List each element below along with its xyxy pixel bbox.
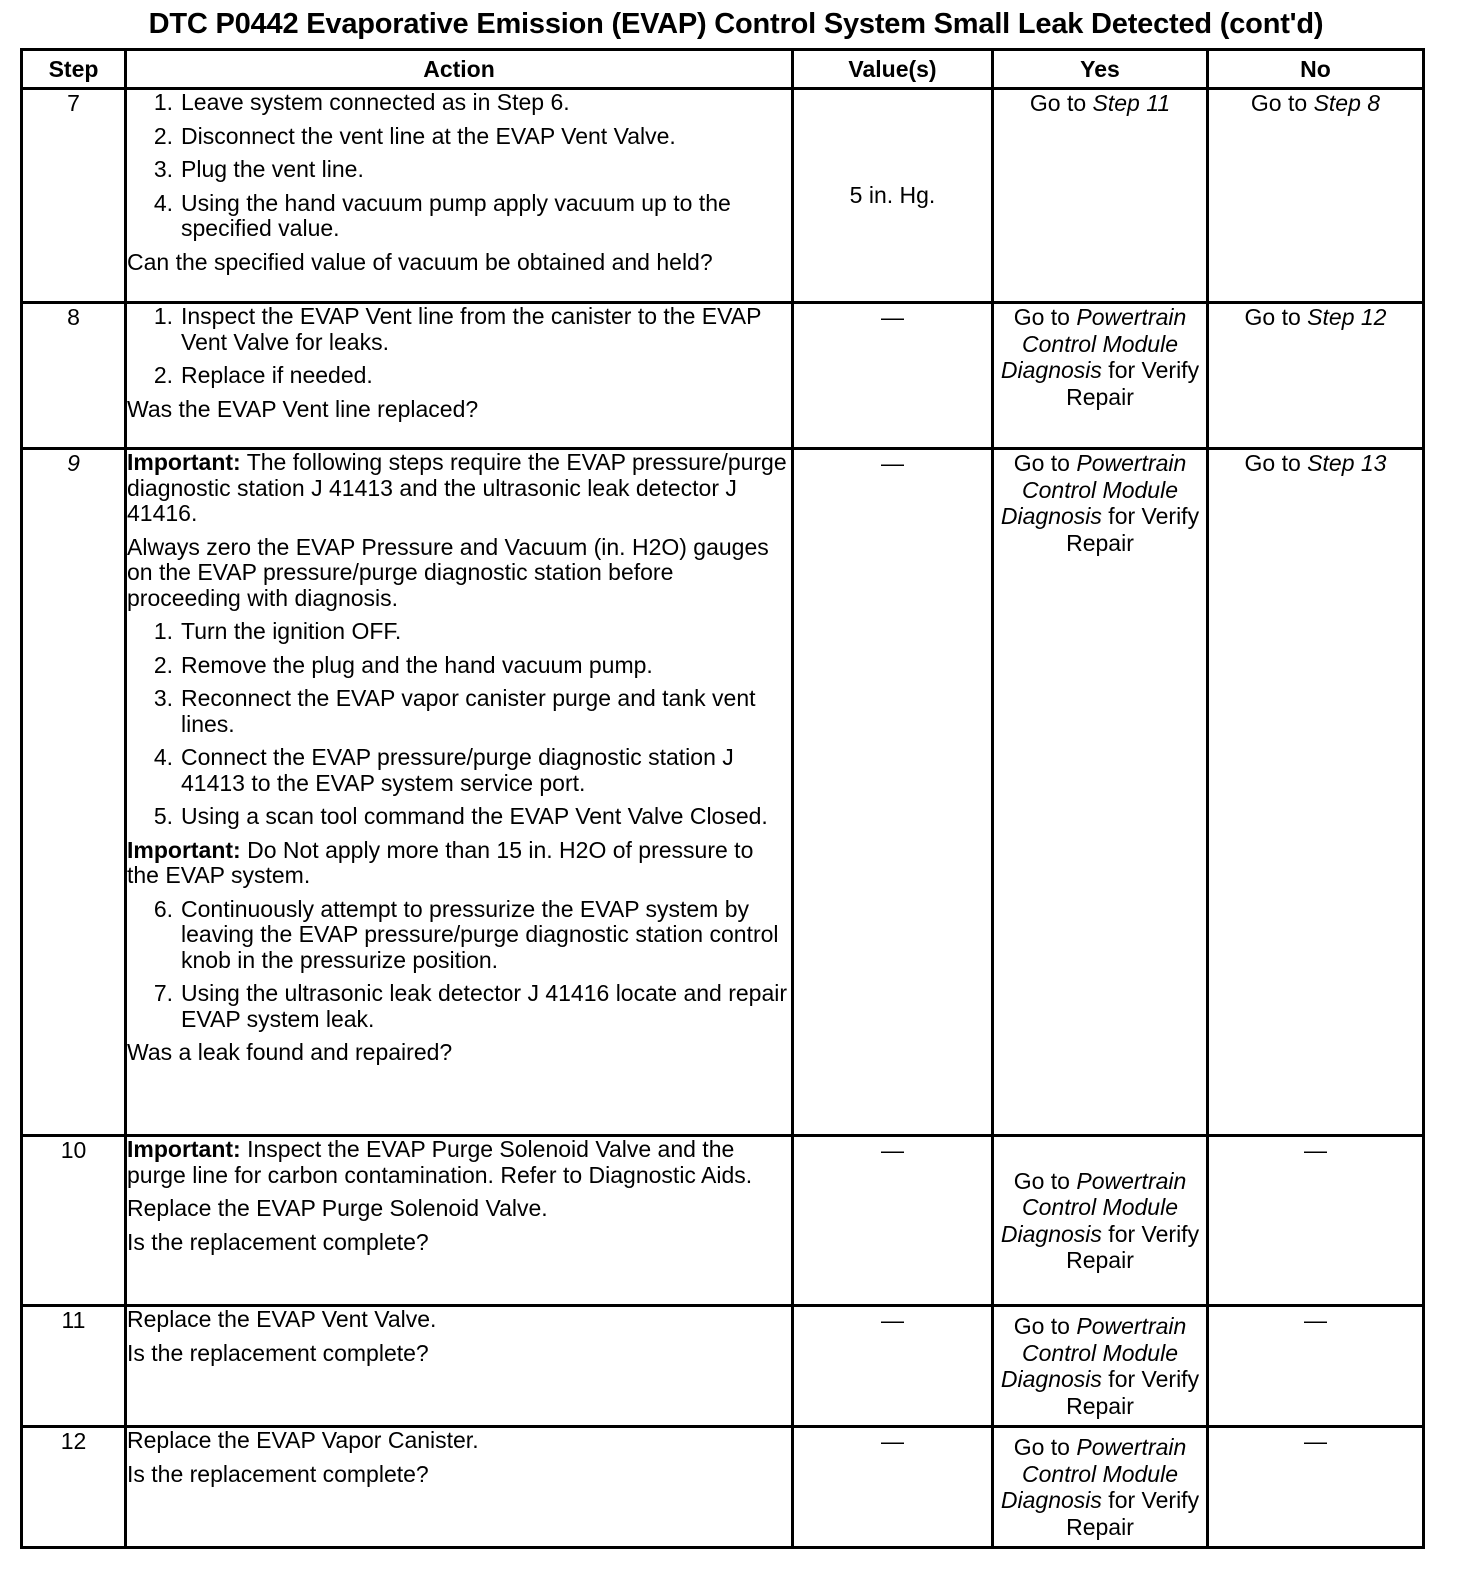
action-cell bbox=[126, 1427, 793, 1548]
value-cell: — bbox=[793, 449, 993, 1136]
action-list bbox=[127, 897, 791, 1033]
header-no: No bbox=[1208, 50, 1424, 89]
important-note: Important: Do Not apply more than 15 in. H2O of pressure to the EVAP system. bbox=[127, 836, 754, 888]
header-values: Value(s) bbox=[793, 50, 993, 89]
value-cell: — bbox=[793, 303, 993, 449]
table-row bbox=[22, 1306, 1424, 1427]
no-cell: Go to Step 8 bbox=[1208, 89, 1424, 303]
step-number: 7 bbox=[22, 89, 126, 303]
list-item: 3. Plug the vent line. bbox=[153, 156, 364, 182]
action-line: Replace the EVAP Purge Solenoid Valve. bbox=[127, 1195, 548, 1221]
action-cell bbox=[126, 1306, 793, 1427]
list-item: 3. Reconnect the EVAP vapor canister purge and tank vent lines. bbox=[153, 685, 756, 737]
list-item: 2. Remove the plug and the hand vacuum pump. bbox=[153, 651, 653, 678]
step-number: 12 bbox=[22, 1427, 126, 1548]
list-item: 6. Continuously attempt to pressurize the EVAP system by leaving the EVAP pressure/purge diagnostic station control knob in the pressurize position. bbox=[153, 895, 779, 973]
question: Is the replacement complete? bbox=[127, 1460, 429, 1487]
table-row bbox=[22, 1136, 1424, 1306]
yes-cell: Go to Powertrain Control Module Diagnosis for Verify Repair bbox=[993, 1136, 1208, 1306]
list-item: 7. Using the ultrasonic leak detector J 41416 locate and repair EVAP system leak. bbox=[153, 980, 788, 1032]
action-cell bbox=[126, 303, 793, 449]
step-number: 9 bbox=[22, 449, 126, 1136]
yes-cell: Go to Powertrain Control Module Diagnosis for Verify Repair bbox=[993, 1427, 1208, 1548]
header-yes: Yes bbox=[993, 50, 1208, 89]
list-item: 1. Turn the ignition OFF. bbox=[153, 618, 402, 644]
step-number: 10 bbox=[22, 1136, 126, 1306]
no-cell: — bbox=[1208, 1136, 1424, 1306]
list-item: 5. Using a scan tool command the EVAP Vent Valve Closed. bbox=[153, 803, 768, 829]
list-item: 2. Disconnect the vent line at the EVAP Vent Valve. bbox=[153, 122, 676, 149]
yes-cell: Go to Powertrain Control Module Diagnosis for Verify Repair bbox=[993, 303, 1208, 449]
table-row bbox=[22, 449, 1424, 1136]
question: Is the replacement complete? bbox=[127, 1339, 429, 1366]
yes-cell: Go to Powertrain Control Module Diagnosis for Verify Repair bbox=[993, 449, 1208, 1136]
no-cell: — bbox=[1208, 1427, 1424, 1548]
list-item: 2. Replace if needed. bbox=[153, 362, 373, 388]
header-step: Step bbox=[22, 50, 126, 89]
yes-cell: Go to Step 11 bbox=[993, 89, 1208, 303]
action-cell bbox=[126, 89, 793, 303]
value-cell: — bbox=[793, 1306, 993, 1427]
important-note: Important: The following steps require the EVAP pressure/purge diagnostic station J 41413 and the ultrasonic leak detector J 41416. bbox=[127, 449, 787, 526]
no-cell: Go to Step 13 bbox=[1208, 449, 1424, 1136]
table-row bbox=[22, 1427, 1424, 1548]
diagnostic-table bbox=[20, 48, 1425, 1549]
list-item: 4. Using the hand vacuum pump apply vacuum up to the specified value. bbox=[153, 189, 731, 241]
list-item: 4. Connect the EVAP pressure/purge diagnostic station J 41413 to the EVAP system service port. bbox=[153, 744, 734, 796]
action-line: Replace the EVAP Vapor Canister. bbox=[127, 1427, 479, 1453]
question: Was the EVAP Vent line replaced? bbox=[127, 395, 479, 422]
yes-cell: Go to Powertrain Control Module Diagnosis for Verify Repair bbox=[993, 1306, 1208, 1427]
zero-gauges-note: Always zero the EVAP Pressure and Vacuum (in. H2O) gauges on the EVAP pressure/purge diagnostic station before proceeding with diagnosis. bbox=[127, 533, 769, 611]
header-action: Action bbox=[126, 50, 793, 89]
value-cell: 5 in. Hg. bbox=[793, 89, 993, 303]
important-note: Important: Inspect the EVAP Purge Solenoid Valve and the purge line for carbon contamination. Refer to Diagnostic Aids. bbox=[127, 1136, 753, 1188]
page-title: DTC P0442 Evaporative Emission (EVAP) Control System Small Leak Detected (cont'd) bbox=[148, 8, 1324, 40]
list-item: 1. Leave system connected as in Step 6. bbox=[153, 89, 570, 115]
list-item: 1. Inspect the EVAP Vent line from the canister to the EVAP Vent Valve for leaks. bbox=[153, 303, 762, 355]
action-list bbox=[127, 304, 791, 389]
header-row bbox=[22, 50, 1424, 89]
step-number: 11 bbox=[22, 1306, 126, 1427]
question: Is the replacement complete? bbox=[127, 1228, 429, 1255]
value-cell: — bbox=[793, 1136, 993, 1306]
table-row bbox=[22, 89, 1424, 303]
question: Can the specified value of vacuum be obtained and held? bbox=[127, 248, 713, 275]
table-row bbox=[22, 303, 1424, 449]
value-cell: — bbox=[793, 1427, 993, 1548]
action-list bbox=[127, 619, 791, 830]
step-number: 8 bbox=[22, 303, 126, 449]
action-cell bbox=[126, 449, 793, 1136]
action-list bbox=[127, 90, 791, 242]
no-cell: — bbox=[1208, 1306, 1424, 1427]
action-line: Replace the EVAP Vent Valve. bbox=[127, 1306, 437, 1332]
question: Was a leak found and repaired? bbox=[127, 1039, 453, 1065]
action-cell bbox=[126, 1136, 793, 1306]
no-cell: Go to Step 12 bbox=[1208, 303, 1424, 449]
